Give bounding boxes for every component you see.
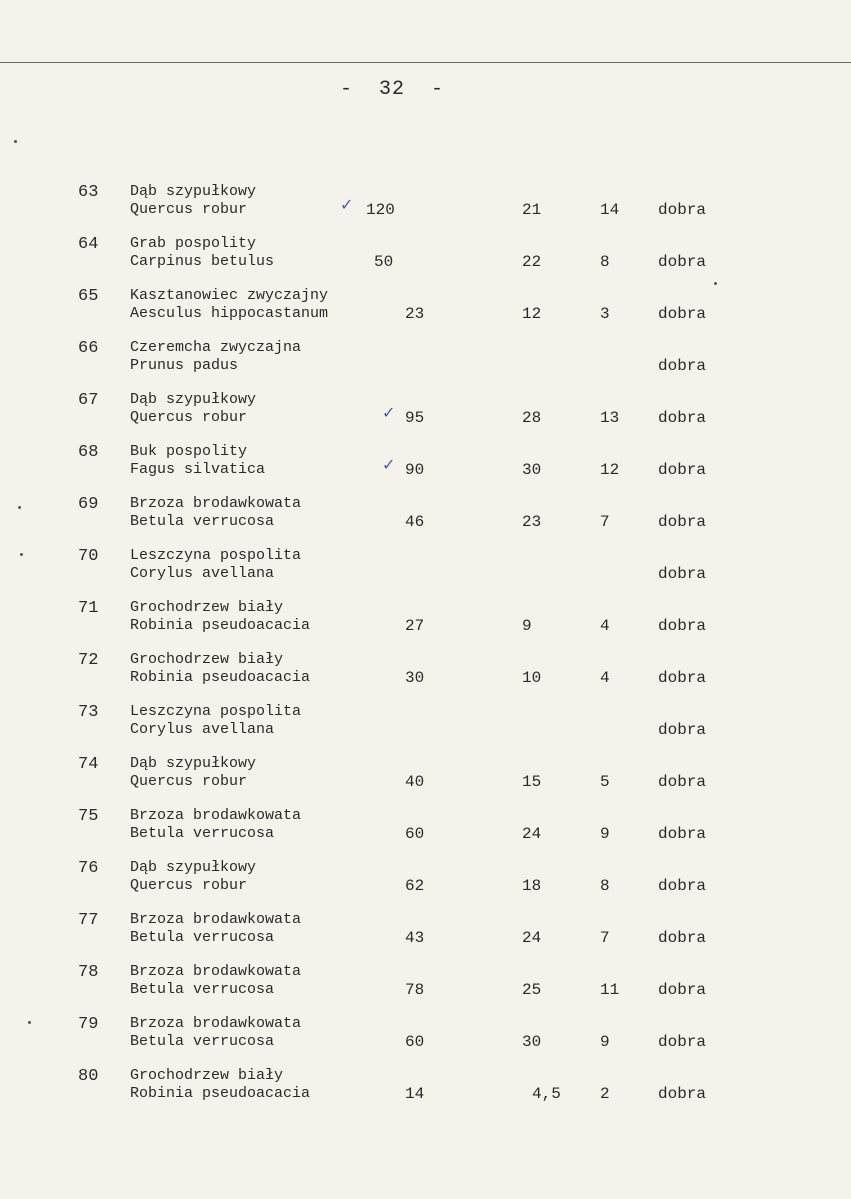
crown-value: 9 xyxy=(600,1033,610,1051)
condition-value: dobra xyxy=(658,201,707,219)
table-row xyxy=(0,963,851,1007)
latin-name: Quercus robur xyxy=(130,773,248,790)
latin-name: Betula verrucosa xyxy=(130,981,275,998)
condition-value: dobra xyxy=(658,825,707,843)
table-row xyxy=(0,287,851,331)
latin-name: Carpinus betulus xyxy=(130,253,275,270)
common-name: Brzoza brodawkowata xyxy=(130,963,302,980)
latin-name: Quercus robur xyxy=(130,409,248,426)
row-number: 67 xyxy=(78,391,99,410)
row-number: 80 xyxy=(78,1067,99,1086)
table-row xyxy=(0,183,851,227)
table-row xyxy=(0,235,851,279)
height-value: 12 xyxy=(522,305,542,323)
paper-speck xyxy=(714,282,717,285)
species-name xyxy=(130,183,256,219)
species-name xyxy=(130,807,301,843)
height-value: 4,5 xyxy=(532,1085,561,1103)
crown-value: 12 xyxy=(600,461,620,479)
row-number: 75 xyxy=(78,807,99,826)
crown-value: 9 xyxy=(600,825,610,843)
latin-name: Quercus robur xyxy=(130,201,248,218)
latin-name: Aesculus hippocastanum xyxy=(130,305,329,322)
condition-value: dobra xyxy=(658,461,707,479)
height-value: 24 xyxy=(522,929,542,947)
condition-value: dobra xyxy=(658,1033,707,1051)
condition-value: dobra xyxy=(658,981,707,999)
crown-value: 8 xyxy=(600,877,610,895)
table-row xyxy=(0,807,851,851)
row-number: 74 xyxy=(78,755,99,774)
latin-name: Robinia pseudoacacia xyxy=(130,617,311,634)
common-name: Leszczyna pospolita xyxy=(130,547,302,564)
height-value: 25 xyxy=(522,981,542,999)
row-number: 66 xyxy=(78,339,99,358)
species-name xyxy=(130,235,274,271)
circumference-value: 40 xyxy=(405,773,425,791)
crown-value: 4 xyxy=(600,669,610,687)
height-value: 24 xyxy=(522,825,542,843)
height-value: 18 xyxy=(522,877,542,895)
check-mark-icon: ✓ xyxy=(382,403,396,422)
condition-value: dobra xyxy=(658,357,707,375)
table-row xyxy=(0,911,851,955)
latin-name: Robinia pseudoacacia xyxy=(130,1085,311,1102)
row-number: 78 xyxy=(78,963,99,982)
height-value: 10 xyxy=(522,669,542,687)
row-number: 76 xyxy=(78,859,99,878)
common-name: Dąb szypułkowy xyxy=(130,183,257,200)
condition-value: dobra xyxy=(658,409,707,427)
page-number: - 32 - xyxy=(340,78,445,101)
table-row xyxy=(0,547,851,591)
species-name xyxy=(130,339,301,375)
circumference-value: 95 xyxy=(405,409,425,427)
crown-value: 5 xyxy=(600,773,610,791)
row-number: 72 xyxy=(78,651,99,670)
row-number: 64 xyxy=(78,235,99,254)
latin-name: Fagus silvatica xyxy=(130,461,266,478)
common-name: Dąb szypułkowy xyxy=(130,755,257,772)
paper-speck xyxy=(20,553,23,556)
height-value: 30 xyxy=(522,1033,542,1051)
latin-name: Betula verrucosa xyxy=(130,1033,275,1050)
row-number: 68 xyxy=(78,443,99,462)
species-name xyxy=(130,963,301,999)
circumference-value: 90 xyxy=(405,461,425,479)
condition-value: dobra xyxy=(658,565,707,583)
condition-value: dobra xyxy=(658,253,707,271)
common-name: Czeremcha zwyczajna xyxy=(130,339,302,356)
circumference-value: 60 xyxy=(405,825,425,843)
common-name: Dąb szypułkowy xyxy=(130,391,257,408)
crown-value: 8 xyxy=(600,253,610,271)
table-row xyxy=(0,1067,851,1111)
latin-name: Betula verrucosa xyxy=(130,513,275,530)
crown-value: 3 xyxy=(600,305,610,323)
condition-value: dobra xyxy=(658,513,707,531)
row-number: 73 xyxy=(78,703,99,722)
latin-name: Corylus avellana xyxy=(130,721,275,738)
species-name xyxy=(130,703,301,739)
circumference-value: 60 xyxy=(405,1033,425,1051)
condition-value: dobra xyxy=(658,773,707,791)
species-name xyxy=(130,287,328,323)
circumference-value: 23 xyxy=(405,305,425,323)
circumference-value: 50 xyxy=(374,253,394,271)
species-name xyxy=(130,547,301,583)
common-name: Grochodrzew biały xyxy=(130,599,284,616)
common-name: Dąb szypułkowy xyxy=(130,859,257,876)
height-value: 30 xyxy=(522,461,542,479)
species-name xyxy=(130,443,265,479)
circumference-value: 14 xyxy=(405,1085,425,1103)
row-number: 79 xyxy=(78,1015,99,1034)
crown-value: 7 xyxy=(600,929,610,947)
species-name xyxy=(130,859,256,895)
table-row xyxy=(0,703,851,747)
circumference-value: 27 xyxy=(405,617,425,635)
species-name xyxy=(130,755,256,791)
height-value: 15 xyxy=(522,773,542,791)
table-row xyxy=(0,1015,851,1059)
common-name: Buk pospolity xyxy=(130,443,248,460)
common-name: Brzoza brodawkowata xyxy=(130,911,302,928)
row-number: 65 xyxy=(78,287,99,306)
circumference-value: 43 xyxy=(405,929,425,947)
paper-speck xyxy=(14,140,17,143)
circumference-value: 62 xyxy=(405,877,425,895)
circumference-value: 46 xyxy=(405,513,425,531)
latin-name: Betula verrucosa xyxy=(130,825,275,842)
circumference-value: 78 xyxy=(405,981,425,999)
table-row xyxy=(0,651,851,695)
height-value: 22 xyxy=(522,253,542,271)
top-rule xyxy=(0,62,851,63)
condition-value: dobra xyxy=(658,305,707,323)
crown-value: 7 xyxy=(600,513,610,531)
row-number: 70 xyxy=(78,547,99,566)
circumference-value: 30 xyxy=(405,669,425,687)
species-name xyxy=(130,495,301,531)
height-value: 28 xyxy=(522,409,542,427)
latin-name: Betula verrucosa xyxy=(130,929,275,946)
crown-value: 4 xyxy=(600,617,610,635)
table-row xyxy=(0,495,851,539)
check-mark-icon: ✓ xyxy=(340,195,354,214)
table-row xyxy=(0,339,851,383)
row-number: 77 xyxy=(78,911,99,930)
condition-value: dobra xyxy=(658,877,707,895)
crown-value: 14 xyxy=(600,201,620,219)
height-value: 21 xyxy=(522,201,542,219)
common-name: Grab pospolity xyxy=(130,235,257,252)
table-row xyxy=(0,755,851,799)
circumference-value: 120 xyxy=(366,201,395,219)
latin-name: Quercus robur xyxy=(130,877,248,894)
row-number: 63 xyxy=(78,183,99,202)
row-number: 69 xyxy=(78,495,99,514)
species-name xyxy=(130,1067,310,1103)
species-name xyxy=(130,651,310,687)
common-name: Brzoza brodawkowata xyxy=(130,1015,302,1032)
table-row xyxy=(0,599,851,643)
condition-value: dobra xyxy=(658,617,707,635)
latin-name: Robinia pseudoacacia xyxy=(130,669,311,686)
species-name xyxy=(130,599,310,635)
paper-speck xyxy=(28,1021,31,1024)
height-value: 9 xyxy=(522,617,532,635)
common-name: Brzoza brodawkowata xyxy=(130,495,302,512)
condition-value: dobra xyxy=(658,929,707,947)
latin-name: Prunus padus xyxy=(130,357,239,374)
paper-speck xyxy=(18,506,21,509)
condition-value: dobra xyxy=(658,721,707,739)
common-name: Kasztanowiec zwyczajny xyxy=(130,287,329,304)
height-value: 23 xyxy=(522,513,542,531)
table-row xyxy=(0,391,851,435)
row-number: 71 xyxy=(78,599,99,618)
latin-name: Corylus avellana xyxy=(130,565,275,582)
condition-value: dobra xyxy=(658,1085,707,1103)
crown-value: 2 xyxy=(600,1085,610,1103)
crown-value: 11 xyxy=(600,981,620,999)
common-name: Grochodrzew biały xyxy=(130,1067,284,1084)
crown-value: 13 xyxy=(600,409,620,427)
species-name xyxy=(130,1015,301,1051)
table-row xyxy=(0,443,851,487)
species-name xyxy=(130,391,256,427)
common-name: Leszczyna pospolita xyxy=(130,703,302,720)
common-name: Grochodrzew biały xyxy=(130,651,284,668)
condition-value: dobra xyxy=(658,669,707,687)
table-row xyxy=(0,859,851,903)
species-name xyxy=(130,911,301,947)
check-mark-icon: ✓ xyxy=(382,455,396,474)
common-name: Brzoza brodawkowata xyxy=(130,807,302,824)
